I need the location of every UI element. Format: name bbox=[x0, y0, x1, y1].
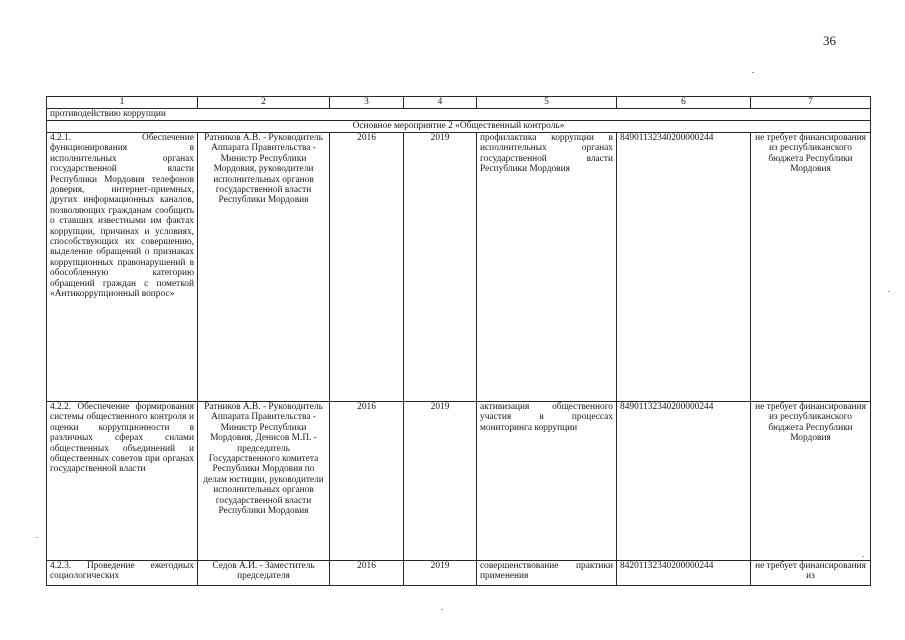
column-number: 7 bbox=[751, 97, 871, 109]
responsible-cell: Ратников А.В. - Руководитель Аппарата Правительства - Министр Республики Мордовия, Денисов М.П. - председатель Государственного комитета Республики Мордовия по делам юстиции, руководители исполнительных органов государственной власти Республики Мордовия bbox=[198, 402, 330, 561]
start-year: 2016 bbox=[330, 402, 404, 561]
column-number: 5 bbox=[477, 97, 617, 109]
budget-code: 84901132340200000244 bbox=[617, 402, 751, 561]
scan-speck bbox=[888, 291, 890, 292]
end-year: 2019 bbox=[404, 561, 477, 586]
column-number: 3 bbox=[330, 97, 404, 109]
column-number-row bbox=[47, 97, 871, 109]
section-title: Основное мероприятие 2 «Общественный контроль» bbox=[47, 121, 871, 133]
column-number: 2 bbox=[198, 97, 330, 109]
expected-result: профилактика коррупции в исполнительных органах государственной власти Республики Мордовия bbox=[477, 133, 617, 402]
financing-note: не требует финансирования из bbox=[751, 561, 871, 586]
table-row bbox=[47, 561, 871, 586]
start-year: 2016 bbox=[330, 561, 404, 586]
table-row bbox=[47, 133, 871, 402]
responsible-cell: Седов А.И. - Заместитель председателя bbox=[198, 561, 330, 586]
measure-title: 4.2.3. Проведение ежегодных социологических bbox=[47, 561, 198, 586]
financing-note: не требует финансирования из республиканского бюджета Республики Мордовия bbox=[751, 402, 871, 561]
budget-code: 84201132340200000244 bbox=[617, 561, 751, 586]
expected-result: активизация общественного участия в процессах мониторинга коррупции bbox=[477, 402, 617, 561]
scan-speck bbox=[441, 609, 443, 610]
column-number: 6 bbox=[617, 97, 751, 109]
start-year: 2016 bbox=[330, 133, 404, 402]
continuation-text: противодействию коррупции bbox=[47, 109, 871, 121]
end-year: 2019 bbox=[404, 402, 477, 561]
measures-table bbox=[46, 96, 871, 586]
measure-title: 4.2.2. Обеспечение формирования системы общественного контроля и оценки коррупционности в различных сферах силами общественных объединений и общественных советов при органах государственной власти bbox=[47, 402, 198, 561]
measure-title: 4.2.1. Обеспечение функционирования в исполнительных органах государственной власти Республики Мордовия телефонов доверия, интернет-приемных, других информационных каналов, позволяющих гражданам сообщить о ставших известными им фактах коррупции, причинах и условиях, способствующих их совершению, выделение обращений о признаках коррупционных правонарушений в обособленную категорию обращений граждан с пометкой «Антикоррупционный вопрос» bbox=[47, 133, 198, 402]
column-number: 1 bbox=[47, 97, 198, 109]
continuation-row bbox=[47, 109, 871, 121]
table-row bbox=[47, 402, 871, 561]
column-number: 4 bbox=[404, 97, 477, 109]
financing-note: не требует финансирования из республиканского бюджета Республики Мордовия bbox=[751, 133, 871, 402]
responsible-cell: Ратников А.В. - Руководитель Аппарата Правительства - Министр Республики Мордовия, руководители исполнительных органов государственной власти Республики Мордовия bbox=[198, 133, 330, 402]
section-row bbox=[47, 121, 871, 133]
scan-speck bbox=[862, 556, 864, 557]
page-number: 36 bbox=[823, 33, 836, 48]
budget-code: 84901132340200000244 bbox=[617, 133, 751, 402]
scan-speck bbox=[752, 72, 754, 73]
expected-result: совершенствование практики применения bbox=[477, 561, 617, 586]
end-year: 2019 bbox=[404, 133, 477, 402]
scan-speck bbox=[36, 537, 38, 538]
